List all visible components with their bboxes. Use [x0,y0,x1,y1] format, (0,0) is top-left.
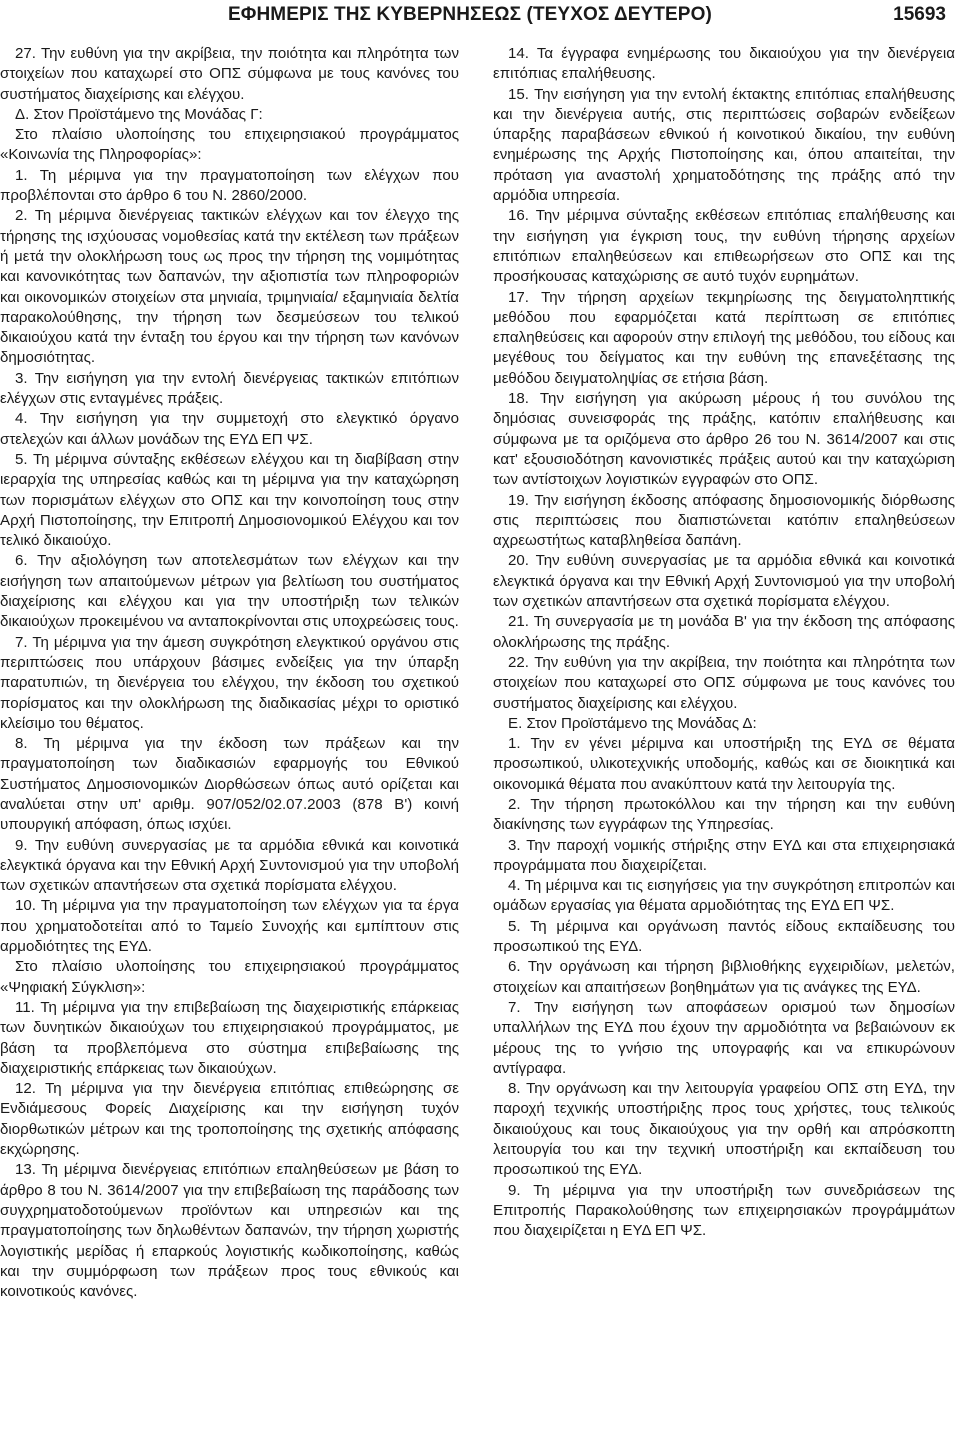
paragraph: 27. Την ευθύνη για την ακρίβεια, την ποιότητα και πληρότητα των στοιχείων που καταχωρεί στο ΟΠΣ σύμφωνα με τους κανόνες του συστήματος διαχείρισης και ελέγχου. [0,45,459,103]
paragraph: 22. Την ευθύνη για την ακρίβεια, την ποιότητα και πληρότητα των στοιχείων που καταχωρεί στο ΟΠΣ σύμφωνα με τους κανόνες του συστήματος διαχείρισης και ελέγχου. [493,653,955,712]
paragraph: 4. Την εισήγηση για την συμμετοχή στο ελεγκτικό όργανο στελεχών και άλλων μονάδων της ΕΥΔ ΕΠ ΨΣ. [0,410,459,448]
paragraph: 9. Την ευθύνη συνεργασίας με τα αρμόδια εθνικά και κοινοτικά ελεγκτικά όργανα και την Εθνική Αρχή Συντονισμού για την υποβολή των σχετικών απαντήσεων στα σχετικά πορίσματα ελέγχου. [0,836,459,895]
page-header [0,0,960,36]
paragraph: 18. Την εισήγηση για ακύρωση μέρους ή του συνόλου της δημόσιας συνεισφοράς της πράξης, κατόπιν επαλήθευσης και σύμφωνα με τα οριζόμενα στο άρθρο 26 του Ν. 3614/2007 και στις κατ' εξουσιοδότηση κανονιστικές πράξεις αυτού και την καταχώριση των αντίστοιχων λογιστικών εγγραφών στο ΟΠΣ. [493,390,955,489]
paragraph: 1. Την εν γένει μέριμνα και υποστήριξη της ΕΥΔ σε θέματα προσωπικού, υλικοτεχνικής υποδομής, καθώς και σε διοικητικά και οικονομικά θέματα που ανακύπτουν κατά την λειτουργία της. [493,735,955,793]
paragraph: 14. Τα έγγραφα ενημέρωσης του δικαιούχου για την διενέργεια επιτόπιας επαλήθευσης. [493,45,955,83]
gazette-title: ΕΦΗΜΕΡΙΣ ΤΗΣ ΚΥΒΕΡΝΗΣΕΩΣ (ΤΕΥΧΟΣ ΔΕΥΤΕΡΟ) [228,4,712,25]
paragraph: Στο πλαίσιο υλοποίησης του επιχειρησιακού προγράμματος «Ψηφιακή Σύγκλιση»: [0,958,459,996]
paragraph: 8. Τη μέριμνα για την έκδοση των πράξεων και την πραγματοποίηση των διαδικασιών εφαρμογής του Εθνικού Συστήματος Δημοσιονομικών Διορθώσεων όπως αυτό ορίζεται και αναλύεται στην υπ' αριθμ. 907/052/02.07.2003 (878 Β') κοινή υπουργική απόφαση, όπως ισχύει. [0,735,459,834]
paragraph: 6. Την αξιολόγηση των αποτελεσμάτων των ελέγχων και την εισήγηση των απαιτούμενων μέτρων για βελτίωση του συστήματος διαχείρισης και ελέγχου και για την υποστήριξη των τελικών δικαιούχων προκειμένου να ανταποκρίνονται στις υποχρεώσεις τους. [0,552,459,631]
paragraph: 2. Την τήρηση πρωτοκόλλου και την τήρηση και την ευθύνη διακίνησης των εγγράφων της Υπηρεσίας. [493,795,955,834]
section-heading: Δ. Στον Προϊστάμενο της Μονάδας Γ: [15,105,263,123]
paragraph: Στο πλαίσιο υλοποίησης του επιχειρησιακού προγράμματος «Κοινωνία της Πληροφορίας»: [0,126,459,164]
paragraph: 2. Τη μέριμνα διενέργειας τακτικών ελέγχων και τον έλεγχο της τήρησης της ισχύουσας νομοθεσίας κατά την εκτέλεση των πράξεων ή μετά την ολοκλήρωση τους ως προς την τήρηση της νομιμότητας και κανονικότητας των δαπανών, την αξιοπιστία των πληροφοριών και οικονομικών στοιχείων στα μηνιαία, τριμηνιαία/ εξαμηνιαία δελτία παρακολούθησης, την τήρηση των δεσμεύσεων του τελικού δικαιούχου κατά την ένταξη του έργου και την τήρηση των κανόνων δημοσιότητας. [0,207,459,367]
left-column [0,44,459,1302]
paragraph: 3. Την εισήγηση για την εντολή διενέργειας τακτικών επιτόπιων ελέγχων στις ενταγμένες πράξεις. [0,369,459,408]
paragraph: 7. Τη μέριμνα για την άμεση συγκρότηση ελεγκτικού οργάνου στις περιπτώσεις που υπάρχουν βάσιμες ενδείξεις για την ύπαρξη παρατυπιών, τη διενέργεια του ελέγχου, την έκδοση του σχετικού πορίσματος και την ολοκλήρωση της διαδικασίας μέχρι το οριστικό κλείσιμο του θέματος. [0,633,459,732]
paragraph: 21. Τη συνεργασία με τη μονάδα Β' για την έκδοση της απόφασης ολοκλήρωσης της πράξης. [493,613,955,651]
paragraph: 8. Την οργάνωση και την λειτουργία γραφείου ΟΠΣ στη ΕΥΔ, την παροχή τεχνικής υποστήριξης προς τους χρήστες, τους τελικούς δικαιούχους και τους δικαιούχους για την ορθή και απρόσκοπτη λειτουργία του και την τεχνική υποστήριξη και εκπαίδευση του προσωπικού της ΕΥΔ. [493,1080,955,1179]
paragraph: 7. Την εισήγηση των αποφάσεων ορισμού των δημοσίων υπαλλήλων της ΕΥΔ που έχουν την αρμοδιότητα να βεβαιώνουν εκ μέρους της το γνήσιο της υπογραφής και να επικυρώνουν αντίγραφα. [493,998,955,1077]
paragraph: 17. Την τήρηση αρχείων τεκμηρίωσης της δειγματοληπτικής μεθόδου που εφαρμόζεται κατά περίπτωση σε επιτόπιες επαληθεύσεις και αφορούν στην επιλογή της μεθόδου, του είδους και μεγέθους του δείγματος και την ευθύνη της επανεξέτασης της μεθόδου δειγματοληψίας σε ετήσια βάση. [493,288,955,387]
paragraph: 5. Τη μέριμνα και οργάνωση παντός είδους εκπαίδευσης του προσωπικού της ΕΥΔ. [493,917,955,956]
paragraph: 9. Τη μέριμνα για την υποστήριξη των συνεδριάσεων της Επιτροπής Παρακολούθησης των επιχειρησιακών προγράμμάτων που διαχειρίζεται η ΕΥΔ ΕΠ ΨΣ. [493,1181,955,1240]
paragraph: 19. Την εισήγηση έκδοσης απόφασης δημοσιονομικής διόρθωσης στις περιπτώσεις που διαπιστώνεται κατόπιν επαληθεύσεων αχρεωστήτως καταβληθείσα δαπάνη. [493,491,955,550]
paragraph: 4. Τη μέριμνα και τις εισηγήσεις για την συγκρότηση επιτροπών και ομάδων εργασίας για θέματα αρμοδιότητας της ΕΥΔ ΕΠ ΨΣ. [493,877,955,915]
paragraph: 6. Την οργάνωση και τήρηση βιβλιοθήκης εγχειριδίων, μελετών, στοιχείων και απαιτήσεων βοηθημάτων για τις ανάγκες της ΕΥΔ. [493,958,955,996]
paragraph: 1. Τη μέριμνα για την πραγματοποίηση των ελέγχων που προβλέπονται στο άρθρο 6 του Ν. 2860/2000. [0,166,459,205]
section-heading: Ε. Στον Προϊστάμενο της Μονάδας Δ: [508,714,757,732]
paragraph: 5. Τη μέριμνα σύνταξης εκθέσεων ελέγχου και τη διαβίβαση στην ιεραρχία της υπηρεσίας καθώς και τη μέριμνα για την καταχώρηση των πορισμάτων ελέγχων στο ΟΠΣ και την κοινοποίηση τους στην Αρχή Πιστοποίησης, την Επιτροπή Δημοσιονομικού Ελέγχου και τον τελικό δικαιούχο. [0,450,459,550]
paragraph: 10. Τη μέριμνα για την πραγματοποίηση των ελέγχων για τα έργα που χρηματοδοτείται από το Ταμείο Συνοχής και εμπίπτουν στις αρμοδιότητες της ΕΥΔ. [0,897,459,956]
paragraph: 15. Την εισήγηση για την εντολή έκτακτης επιτόπιας επαλήθευσης και την διενέργεια αυτής, στις περιπτώσεις σοβαρών ενδείξεων ύπαρξης παραβάσεων εθνικού ή κοινοτικού δικαίου, την ευθύνη ενημέρωσης της Αρχής Πιστοποίησης και, όπου απαιτείται, την πρόταση για αναστολή χρηματοδότησης της πράξης από την αρμόδια υπηρεσία. [493,85,955,205]
paragraph: 11. Τη μέριμνα για την επιβεβαίωση της διαχειριστικής επάρκειας των δυνητικών δικαιούχων του επιχειρησιακού προγράμματος, με βάση τα προβλεπόμενα στο σύστημα επιβεβαίωσης της διαχειριστικής επάρκειας των δικαιούχων. [0,998,459,1077]
paragraph: 13. Τη μέριμνα διενέργειας επιτόπιων επαληθεύσεων με βάση το άρθρο 8 του Ν. 3614/2007 για την επιβεβαίωση της παράδοσης των συγχρηματοδοτούμενων προϊόντων και υπηρεσιών και της πραγματοποίησης των δηλωθέντων δαπανών, την τήρηση χωριστής λογιστικής μερίδας ή επαρκούς λογιστικής κωδικοποίησης, καθώς και την συμμόρφωση των πράξεων προς τους εθνικούς και κοινοτικούς κανόνες. [0,1161,459,1301]
right-column [493,44,955,1242]
paragraph: 20. Την ευθύνη συνεργασίας με τα αρμόδια εθνικά και κοινοτικά ελεγκτικά όργανα και την Εθνική Αρχή Συντονισμού για την υποβολή των σχετικών απαντήσεων στα σχετικά πορίσματα ελέγχου. [493,552,955,611]
paragraph: 12. Τη μέριμνα για την διενέργεια επιτόπιας επιθεώρησης σε Ενδιάμεσους Φορείς Διαχείρισης και την εισήγηση τυχόν διορθωτικών μέτρων και της τροποποίησης της σχετικής απόφασης εκχώρησης. [0,1080,459,1159]
paragraph: 16. Την μέριμνα σύνταξης εκθέσεων επιτόπιας επαλήθευσης και την εισήγηση για έγκριση τους, την ευθύνη τήρησης αρχείων επιτόπιων επαληθεύσεων και επιθεωρήσεων στο ΟΠΣ και της προσήκουσας καταχώρισης σε αυτό τυχόν ευρημάτων. [493,207,955,286]
paragraph: 3. Την παροχή νομικής στήριξης στην ΕΥΔ και στα επιχειρησιακά προγράμματα που διαχειρίζεται. [493,836,955,874]
page-number: 15693 [893,4,946,25]
